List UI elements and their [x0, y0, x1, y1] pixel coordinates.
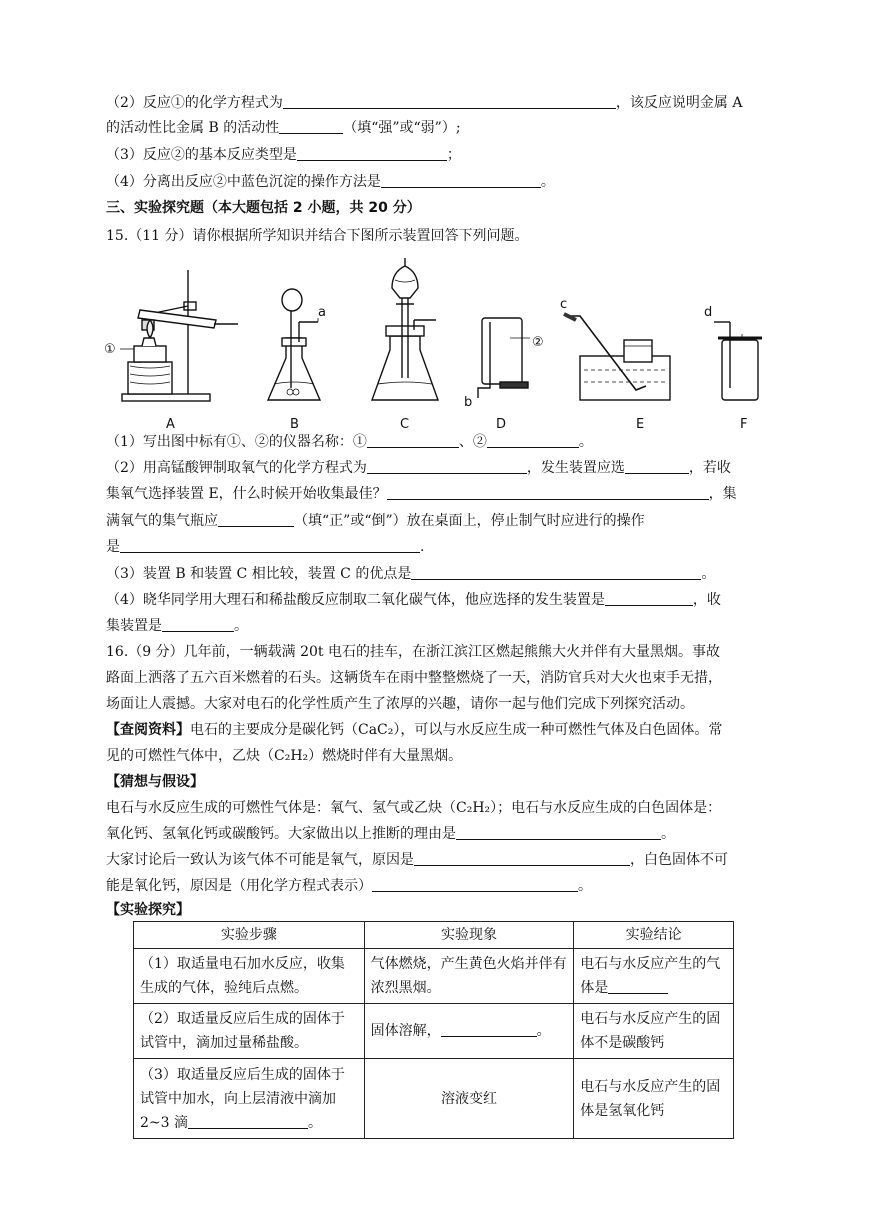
marker-1: ①	[104, 342, 116, 357]
answer-blank[interactable]	[372, 877, 578, 892]
answer-blank[interactable]	[120, 538, 420, 553]
section-heading: 三、实验探究题（本大题包括 2 小题，共 20 分）	[106, 200, 421, 216]
q15-text: （填“正”或“倒”）放在桌面上，停止制气时应进行的操作	[294, 513, 645, 529]
q15-text: 。	[578, 434, 593, 450]
table-row	[134, 1004, 734, 1059]
apparatus-e	[564, 314, 670, 400]
answer-blank[interactable]	[367, 459, 527, 474]
q15-part-2c	[106, 511, 645, 531]
marker-b: b	[464, 395, 473, 410]
table-cell-step: （1）取适量电石加水反应，收集生成的气体，验纯后点燃。	[134, 949, 365, 1004]
q15-text: 。	[701, 566, 716, 582]
answer-blank[interactable]	[162, 617, 234, 632]
cell-text: （3）取适量反应后生成的固体于试管中加水，向上层清液中滴加	[140, 1066, 345, 1107]
q16-text: 电石的主要成分是碳化钙（CaC₂），可以与水反应生成一种可燃性气体及白色固体。常	[190, 722, 723, 738]
table-row	[134, 949, 734, 1004]
q15-part-2b	[106, 484, 737, 504]
marker-a: a	[318, 305, 326, 320]
reference-heading: 【查阅资料】	[106, 722, 190, 738]
q14-line-4	[106, 172, 555, 192]
q14-text: （2）反应①的化学方程式为	[106, 95, 283, 111]
q15-text: ，若收	[688, 460, 731, 476]
cell-text: 固体溶解，	[370, 1023, 441, 1039]
q16-line-2: 路面上洒落了五六百米燃着的石头。这辆货车在雨中整整燃烧了一天，消防官兵对大火也束手无措，	[106, 670, 722, 686]
answer-blank[interactable]	[456, 825, 661, 840]
experiment-table	[133, 921, 734, 1139]
table-cell-phenomenon: 气体燃烧，产生黄色火焰并伴有浓烈黑烟。	[364, 949, 574, 1004]
cell-text: 。	[308, 1114, 322, 1131]
marker-2: ②	[532, 335, 544, 350]
answer-blank[interactable]	[188, 1114, 308, 1129]
q15-text: 。	[234, 618, 248, 634]
cell-text: 2~3 滴	[140, 1114, 188, 1131]
hypothesis-heading: 【猜想与假设】	[106, 774, 204, 790]
answer-blank[interactable]	[608, 979, 668, 994]
answer-blank[interactable]	[441, 1022, 537, 1037]
table-header-row	[134, 922, 734, 949]
answer-blank[interactable]	[279, 119, 343, 134]
q15-text: 集氧气选择装置 E，什么时候开始收集最佳？	[106, 486, 387, 502]
apparatus-a	[120, 270, 238, 401]
q14-text: ；	[446, 147, 461, 163]
answer-blank[interactable]	[387, 485, 709, 500]
figure-label-c: C	[400, 417, 410, 432]
q16-text: 。	[578, 878, 592, 894]
q16-hypothesis-3	[106, 850, 728, 870]
q15-text: （3）装置 B 和装置 C 相比较，装置 C 的优点是	[106, 566, 412, 582]
answer-blank[interactable]	[218, 512, 294, 527]
q14-text: （3）反应②的基本反应类型是	[106, 147, 297, 163]
q16-text: 。	[661, 826, 675, 842]
q15-text: ，收	[692, 592, 721, 608]
answer-blank[interactable]	[297, 146, 447, 161]
q14-text: 的活动性比金属 B 的活动性	[106, 120, 280, 136]
figure-label-b: B	[290, 417, 299, 432]
q16-line-1: 16.（9 分）几年前，一辆载满 20t 电石的挂车，在浙江滨江区燃起熊熊大火并伴有大量黑烟。事故	[106, 644, 720, 660]
q15-text: ，集	[708, 486, 737, 502]
q15-text: 集装置是	[106, 618, 162, 634]
q15-text: （2）用高锰酸钾制取氧气的化学方程式为	[106, 460, 367, 476]
q15-part-3	[106, 564, 715, 584]
q16-text: 能是氧化钙，原因是（用化学方程式表示）	[106, 878, 372, 894]
q15-intro: 15.（11 分）请你根据所学知识并结合下图所示装置回答下列问题。	[106, 228, 529, 244]
q15-text: 是	[106, 539, 120, 555]
q15-text: 、②	[458, 434, 487, 450]
q15-text: （4）晓华同学用大理石和稀盐酸反应制取二氧化碳气体，他应选择的发生装置是	[106, 592, 605, 608]
q16-reference	[106, 720, 722, 740]
table-cell-phenomenon	[364, 1004, 574, 1059]
q16-hypothesis-2	[106, 824, 675, 844]
q16-reference-2: 见的可燃性气体中，乙炔（C₂H₂）燃烧时伴有大量黑烟。	[106, 748, 463, 764]
q15-text: 满氧气的集气瓶应	[106, 513, 218, 529]
table-header: 实验步骤	[134, 922, 365, 949]
answer-blank[interactable]	[381, 173, 541, 188]
answer-blank[interactable]	[605, 591, 693, 606]
q16-hypothesis-1: 电石与水反应生成的可燃性气体是：氧气、氢气或乙炔（C₂H₂）；电石与水反应生成的白色固体是：	[106, 800, 722, 816]
answer-blank[interactable]	[414, 851, 630, 866]
q16-line-3: 场面让人震撼。大家对电石的化学性质产生了浓厚的兴趣，请你一起与他们完成下列探究活动。	[106, 696, 694, 712]
figure-label-f: F	[740, 417, 748, 432]
answer-blank[interactable]	[411, 565, 701, 580]
figure-label-e: E	[636, 417, 645, 432]
cell-text: 电石与水反应产生的气体是	[580, 956, 721, 996]
answer-blank[interactable]	[367, 433, 459, 448]
table-cell-step	[134, 1059, 365, 1139]
table-cell-phenomenon: 溶液变红	[364, 1059, 574, 1139]
cell-text: 。	[536, 1023, 551, 1039]
figure-label-d: D	[496, 417, 507, 432]
q14-text: （4）分离出反应②中蓝色沉淀的操作方法是	[106, 174, 381, 190]
apparatus-b	[268, 289, 320, 400]
q15-part-2d	[106, 537, 424, 557]
figure-label-a: A	[166, 417, 175, 432]
marker-c: c	[560, 297, 568, 312]
q15-part-4b	[106, 616, 248, 636]
q16-text: ，白色固体不可	[630, 852, 728, 868]
q15-text: ，发生装置应选	[526, 460, 625, 476]
q16-hypothesis-4	[106, 876, 592, 896]
apparatus-f	[714, 322, 762, 400]
table-header: 实验现象	[364, 922, 574, 949]
q14-text: 。	[540, 174, 555, 190]
q15-part-4	[106, 590, 721, 610]
q15-part-2	[106, 458, 731, 478]
answer-blank[interactable]	[283, 94, 616, 109]
marker-d: d	[704, 305, 713, 320]
q16-text: 大家讨论后一致认为该气体不可能是氧气，原因是	[106, 852, 414, 868]
answer-blank[interactable]	[625, 459, 689, 474]
q15-text: .	[420, 539, 425, 555]
q14-text: ，该反应说明金属 A	[615, 95, 743, 111]
q14-line-2b	[106, 118, 461, 138]
table-header: 实验结论	[574, 922, 734, 949]
experiment-heading: 【实验探究】	[106, 902, 190, 918]
q14-text: （填“强”或“弱”）;	[343, 120, 461, 136]
q16-text: 氧化钙、氢氧化钙或碳酸钙。大家做出以上推断的理由是	[106, 826, 456, 842]
table-cell-step: （2）取适量反应后生成的固体于试管中，滴加过量稀盐酸。	[134, 1004, 365, 1059]
q15-text: （1）写出图中标有①、②的仪器名称：①	[106, 434, 367, 450]
apparatus-d	[478, 318, 530, 398]
answer-blank[interactable]	[487, 433, 579, 448]
q14-line-2	[106, 93, 742, 113]
apparatus-c	[372, 258, 438, 400]
table-cell-conclusion	[574, 949, 734, 1004]
table-cell-conclusion: 电石与水反应产生的固体是氢氧化钙	[574, 1059, 734, 1139]
table-row	[134, 1059, 734, 1139]
apparatus-figure	[104, 258, 780, 432]
q15-part-1	[106, 432, 593, 452]
q14-line-3	[106, 145, 461, 165]
table-cell-conclusion: 电石与水反应产生的固体不是碳酸钙	[574, 1004, 734, 1059]
